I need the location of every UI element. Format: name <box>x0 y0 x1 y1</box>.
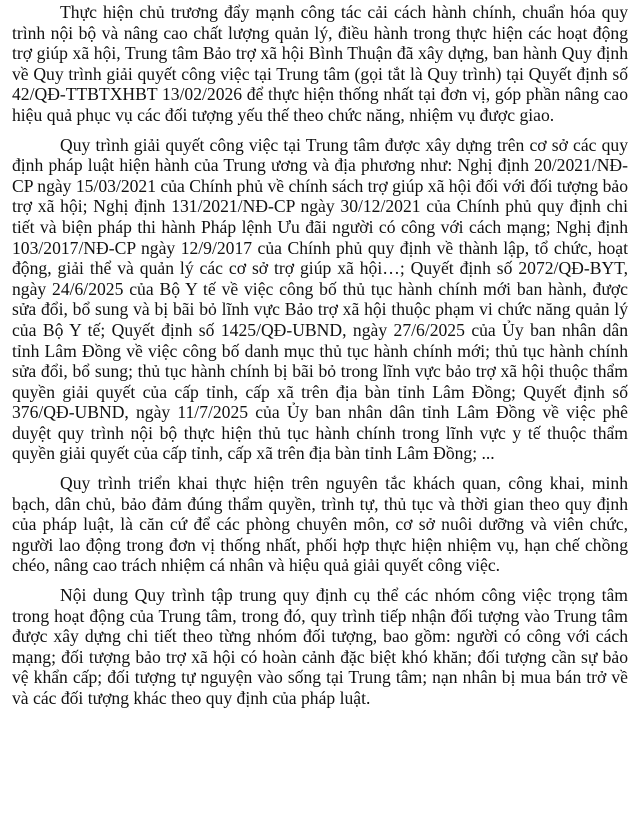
paragraph-principles: Quy trình triển khai thực hiện trên nguyên tắc khách quan, công khai, minh bạch, dân chủ, bảo đảm đúng thẩm quyền, trình tự, thủ tục và thời gian theo quy định của pháp luật, là căn cứ để các phòng chuyên môn, cơ sở nuôi dưỡng và viên chức, người lao động trong đơn vị thống nhất, phối hợp thực hiện nhiệm vụ, hạn chế chồng chéo, nâng cao trách nhiệm cá nhân và hiệu quả giải quyết công việc. <box>12 473 628 576</box>
paragraph-legal-basis: Quy trình giải quyết công việc tại Trung tâm được xây dựng trên cơ sở các quy định pháp luật hiện hành của Trung ương và địa phương như: Nghị định 20/2021/NĐ-CP ngày 15/03/2021 của Chính phủ về chính sách trợ giúp xã hội đối với đối tượng bảo trợ xã hội; Nghị định 131/2021/NĐ-CP ngày 30/12/2021 của Chính phủ quy định chi tiết và biện pháp thi hành Pháp lệnh Ưu đãi người có công với cách mạng; Nghị định 103/2017/NĐ-CP ngày 12/9/2017 của Chính phủ quy định về thành lập, tổ chức, hoạt động, giải thể và quản lý các cơ sở trợ giúp xã hội…; Quyết định số 2072/QĐ-BYT, ngày 24/6/2025 của Bộ Y tế về việc công bố thủ tục hành chính mới ban hành, được sửa đổi, bổ sung và bị bãi bỏ lĩnh vực Bảo trợ xã hội thuộc phạm vi chức năng quản lý của Bộ Y tế; Quyết định số 1425/QĐ-UBND, ngày 27/6/2025 của Ủy ban nhân dân tỉnh Lâm Đồng về việc công bố danh mục thủ tục hành chính mới; thủ tục hành chính sửa đổi, bổ sung; thủ tục hành chính bị bãi bỏ trong lĩnh vực bảo trợ xã hội thuộc thẩm quyền giải quyết của cấp tỉnh, cấp xã trên địa bàn tỉnh Lâm Đồng; Quyết định số 376/QĐ-UBND, ngày 11/7/2025 của Ủy ban nhân dân tỉnh Lâm Đồng về việc phê duyệt quy trình nội bộ thực hiện thủ tục hành chính trong lĩnh vực y tế thuộc thẩm quyền giải quyết của cấp tỉnh, cấp xã trên địa bàn tỉnh Lâm Đồng; ... <box>12 134 628 464</box>
paragraph-introduction: Thực hiện chủ trương đẩy mạnh công tác cải cách hành chính, chuẩn hóa quy trình nội bộ và nâng cao chất lượng quản lý, điều hành trong thực hiện các hoạt động trợ giúp xã hội, Trung tâm Bảo trợ xã hội Bình Thuận đã xây dựng, ban hành Quy định về Quy trình giải quyết công việc tại Trung tâm (gọi tắt là Quy trình) tại Quyết định số 42/QĐ-TTBTXHBT 13/02/2026 để thực hiện thống nhất tại đơn vị, góp phần nâng cao hiệu quả phục vụ các đối tượng yếu thế theo chức năng, nhiệm vụ được giao. <box>12 2 628 125</box>
paragraph-content-scope: Nội dung Quy trình tập trung quy định cụ thể các nhóm công việc trọng tâm trong hoạt động của Trung tâm, trong đó, quy trình tiếp nhận đối tượng vào Trung tâm được xây dựng chi tiết theo từng nhóm đối tượng, bao gồm: người có công với cách mạng; đối tượng bảo trợ xã hội có hoàn cảnh đặc biệt khó khăn; đối tượng cần sự bảo vệ khẩn cấp; đối tượng tự nguyện vào sống tại Trung tâm; nạn nhân bị mua bán trở về và các đối tượng khác theo quy định của pháp luật. <box>12 585 628 708</box>
